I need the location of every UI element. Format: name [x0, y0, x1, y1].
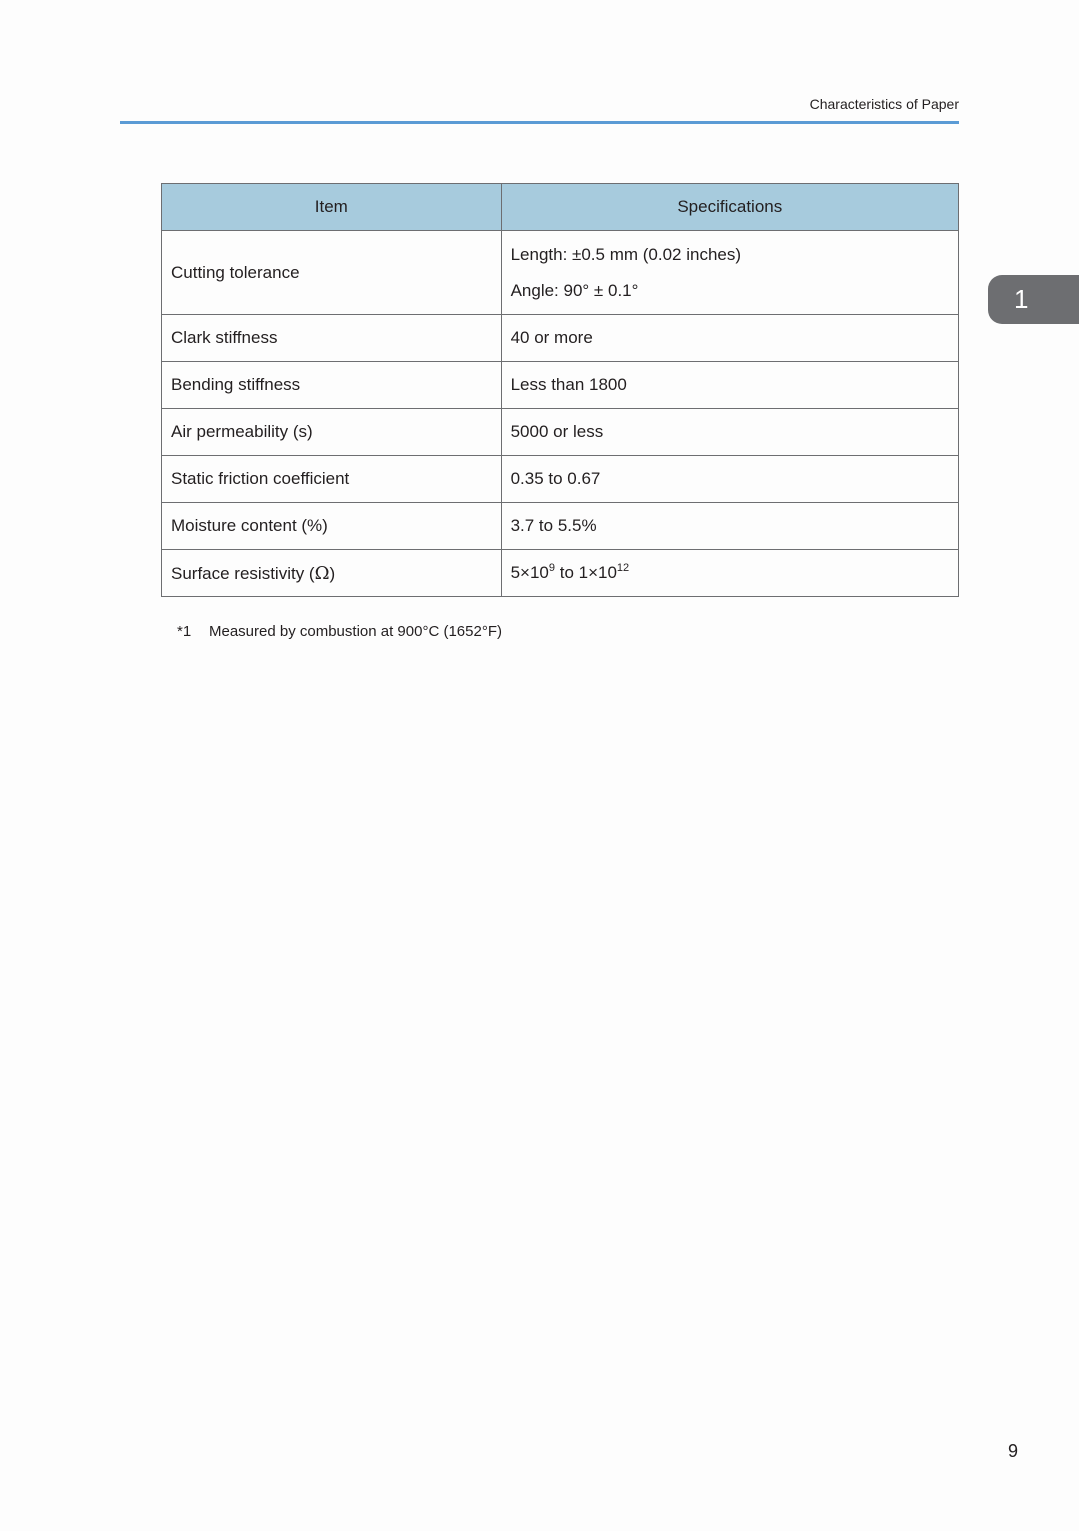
- spec-cell: 3.7 to 5.5%: [501, 503, 958, 550]
- column-header-item: Item: [162, 184, 502, 231]
- spec-exponent-a: 9: [548, 562, 555, 574]
- spec-cell: [501, 550, 958, 597]
- spec-base-a: 5×10: [510, 563, 549, 582]
- table-row: [162, 231, 959, 315]
- table-row: [162, 362, 959, 409]
- spec-base-b: to 1×10: [555, 563, 617, 582]
- item-text-suffix: ): [329, 563, 336, 583]
- footnote-text: Measured by combustion at 900°C (1652°F): [209, 623, 502, 640]
- specifications-table: [161, 183, 959, 597]
- spec-cell: [501, 231, 958, 315]
- spec-line-length: Length: ±0.5 mm (0.02 inches): [510, 244, 742, 264]
- spec-cell: Less than 1800: [501, 362, 958, 409]
- chapter-tab: 1: [988, 275, 1079, 324]
- spec-line-angle: Angle: 90° ± 0.1°: [510, 280, 639, 300]
- header-rule: [120, 121, 959, 124]
- table-header-row: [162, 184, 959, 231]
- item-cell: Bending stiffness: [162, 362, 502, 409]
- footnote: [177, 623, 502, 640]
- column-header-specifications: Specifications: [501, 184, 958, 231]
- item-cell: [162, 550, 502, 597]
- running-header: Characteristics of Paper: [809, 96, 959, 112]
- item-cell: Static friction coefficient: [162, 456, 502, 503]
- page-number: 9: [1007, 1441, 1018, 1461]
- table-row: [162, 550, 959, 597]
- item-cell: Clark stiffness: [162, 315, 502, 362]
- item-cell: Air permeability (s): [162, 409, 502, 456]
- footnote-mark: *1: [177, 623, 192, 640]
- spec-cell: 0.35 to 0.67: [501, 456, 958, 503]
- omega-symbol: Ω: [314, 562, 330, 584]
- table-row: [162, 456, 959, 503]
- item-cell: Cutting tolerance: [162, 231, 502, 315]
- item-text: Surface resistivity (: [171, 563, 315, 583]
- spec-exponent-b: 12: [616, 562, 630, 574]
- item-cell: Moisture content (%): [162, 503, 502, 550]
- spec-cell: 5000 or less: [501, 409, 958, 456]
- table-row: [162, 409, 959, 456]
- spec-cell: 40 or more: [501, 315, 958, 362]
- table-row: [162, 315, 959, 362]
- table-row: [162, 503, 959, 550]
